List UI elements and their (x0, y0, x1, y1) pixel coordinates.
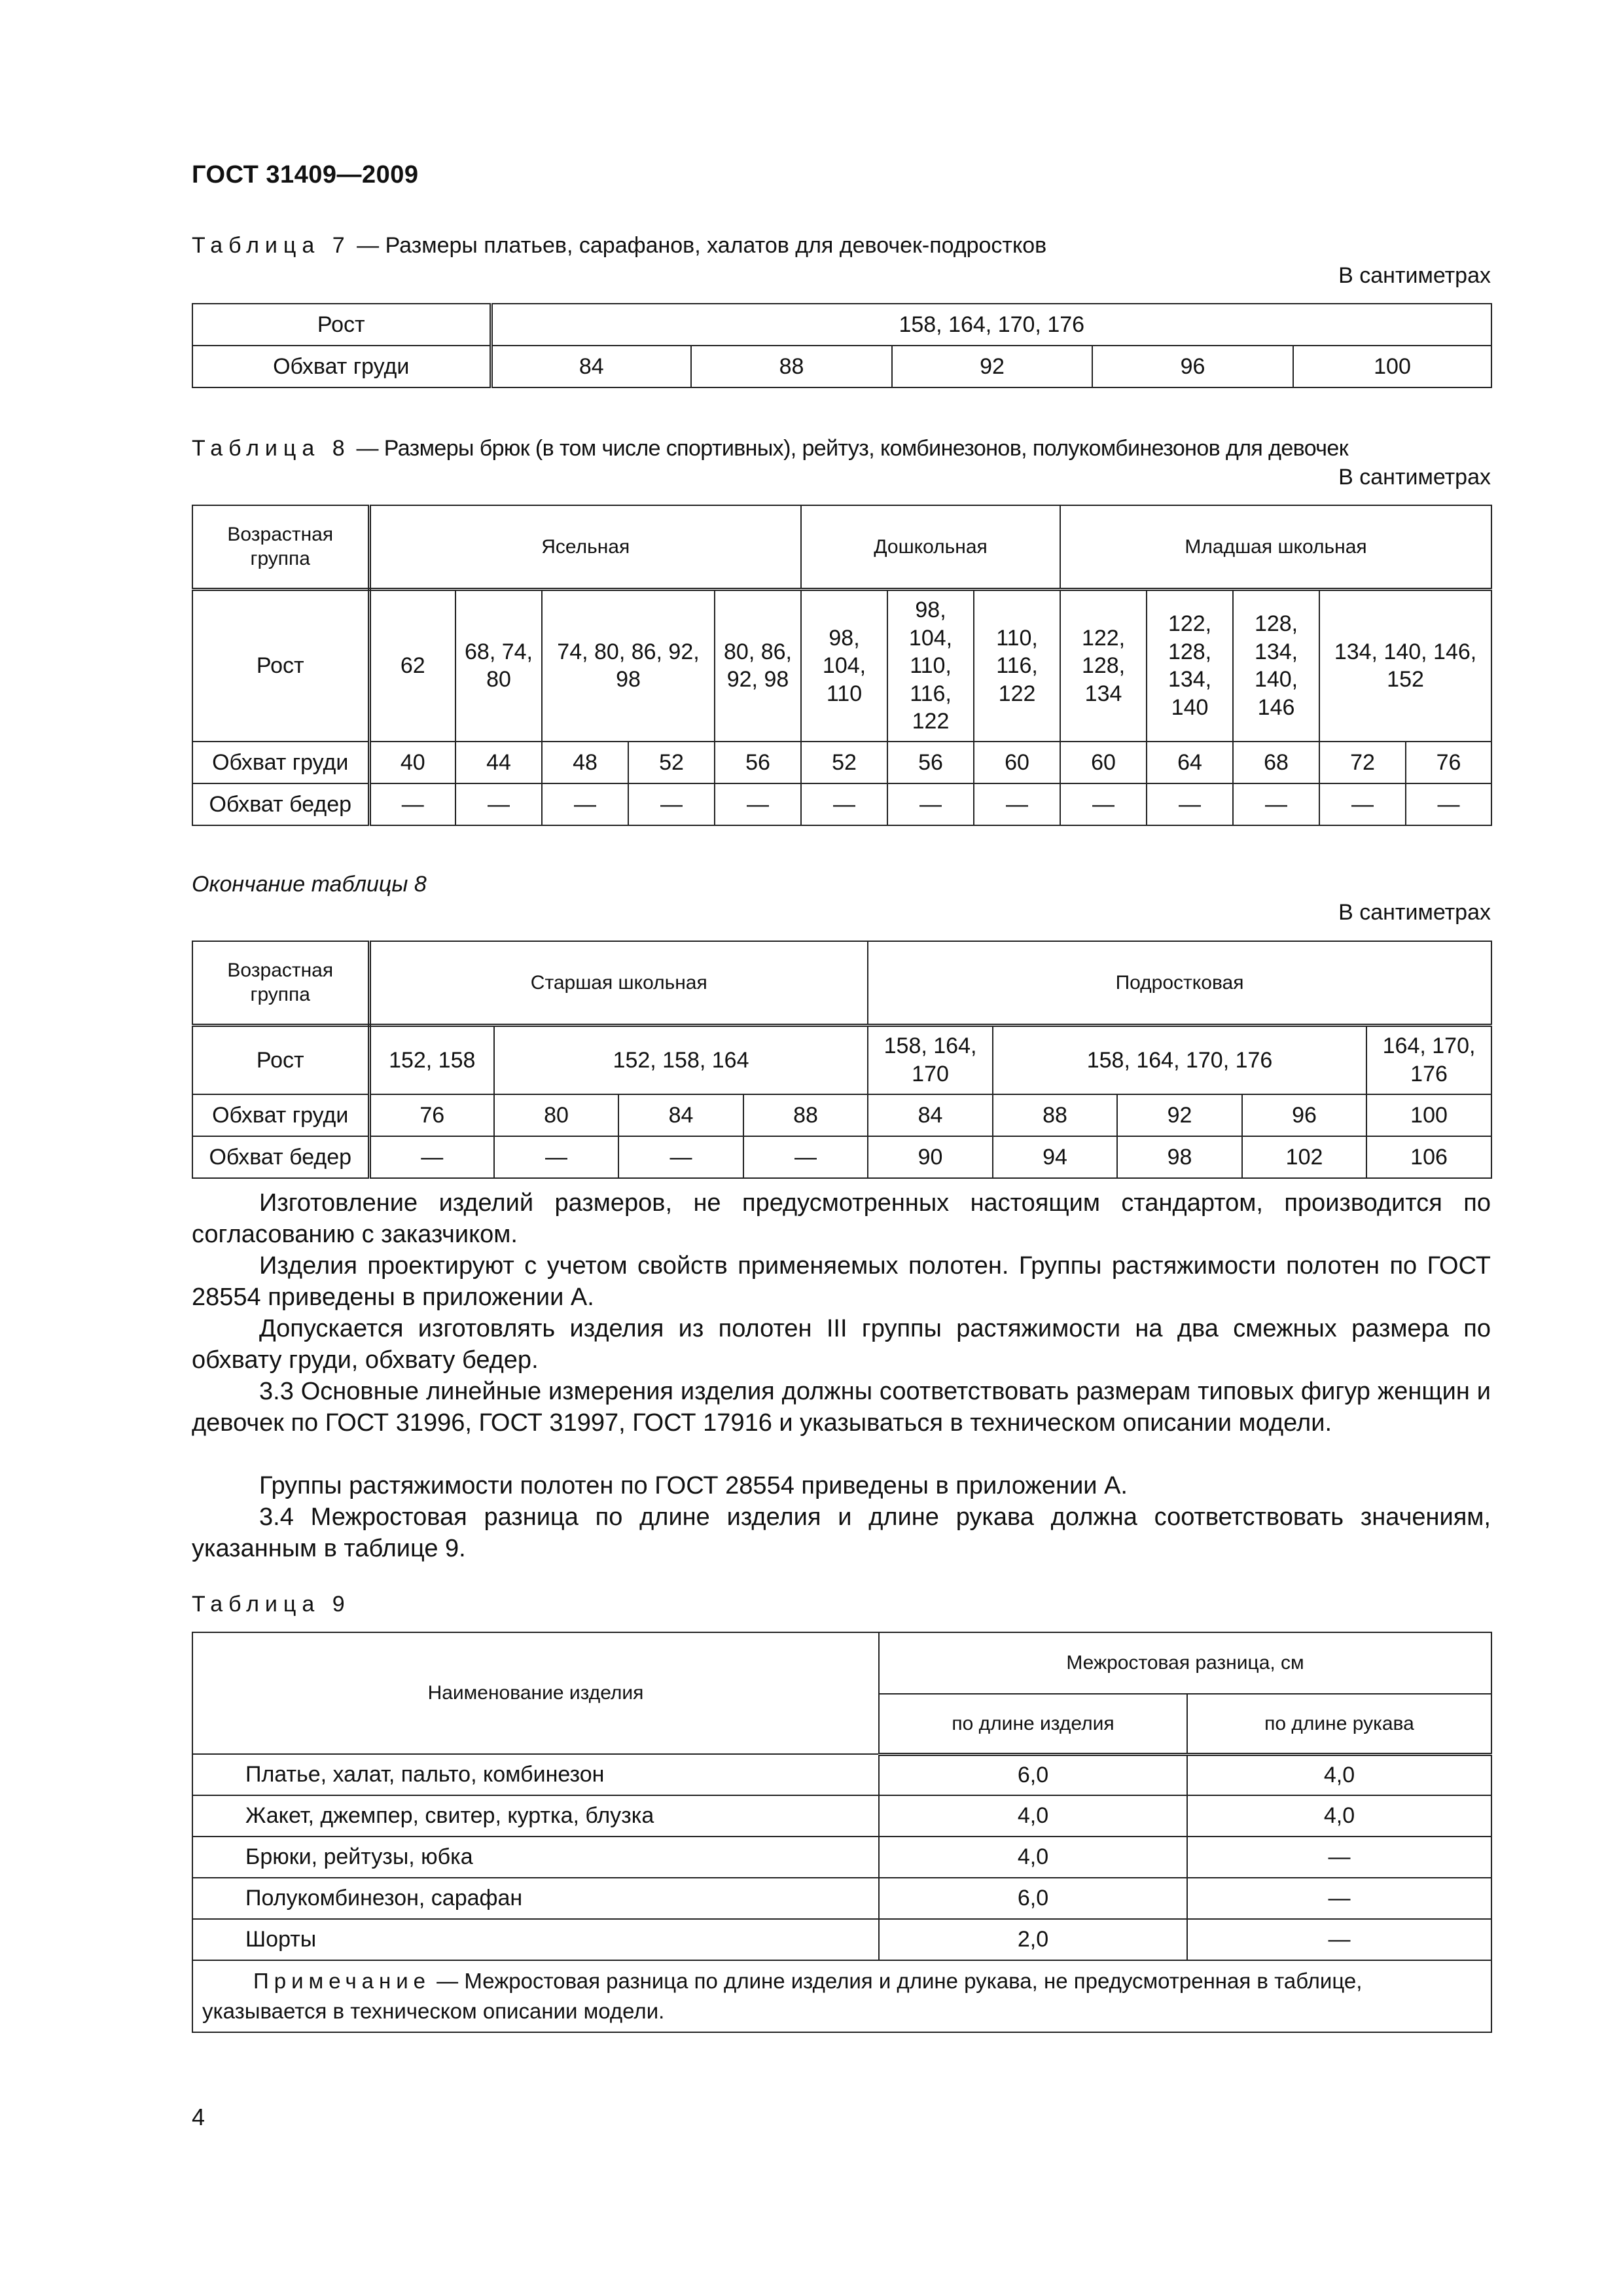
table8-end-hips-cell: 106 (1366, 1136, 1491, 1178)
table7-height-value: 158, 164, 170, 176 (491, 304, 1491, 346)
table7-caption-prefix: Таблица 7 (192, 233, 351, 258)
table8-end-caption: Окончание таблицы 8 (192, 872, 427, 897)
table8-hips-cell: — (1406, 783, 1491, 825)
table9-col-name: Наименование изделия (192, 1632, 879, 1754)
page-number: 4 (192, 2104, 205, 2130)
table8-end-units: В сантиметрах (1338, 900, 1491, 925)
table8-chest-cell: 56 (887, 742, 974, 783)
table8-hips-cell: — (1233, 783, 1319, 825)
table9-row-sleeve: — (1187, 1878, 1491, 1919)
table8-age-group-label: Возрастная группа (192, 505, 369, 589)
table9-row-name: Платье, халат, пальто, комбинезон (192, 1754, 879, 1795)
table9-col-group: Межростовая разница, см (879, 1632, 1491, 1694)
table8-chest-label: Обхват груди (192, 742, 369, 783)
table8-caption (192, 436, 1348, 461)
table8-chest-cell: 76 (1406, 742, 1491, 783)
table8-end-chest-cell: 88 (993, 1094, 1117, 1136)
table9-row-name: Жакет, джемпер, свитер, куртка, блузка (192, 1795, 879, 1837)
table8-hips-cell: — (369, 783, 455, 825)
table8-chest-cell: 64 (1147, 742, 1233, 783)
table8-end-height-cell: 152, 158 (369, 1025, 494, 1094)
body-paragraph-3-4: 3.4 Межростовая разница по длине изделия и длине рукава должна соответствовать значениям, указанным в таблице 9. (192, 1503, 1491, 1562)
table9-row-length: 4,0 (879, 1795, 1187, 1837)
table8-height-cell: 134, 140, 146, 152 (1319, 589, 1491, 742)
table8-end-hips-cell: 102 (1242, 1136, 1366, 1178)
table8-end-chest-cell: 84 (618, 1094, 743, 1136)
table8-end-height-cell: 158, 164, 170, 176 (993, 1025, 1366, 1094)
table8-end (192, 941, 1492, 1179)
table8-chest-cell: 52 (628, 742, 715, 783)
table8-units: В сантиметрах (1338, 465, 1491, 490)
table7-units: В сантиметрах (1338, 263, 1491, 288)
table8-hips-cell: — (542, 783, 628, 825)
body-paragraph: Изготовление изделий размеров, не предусмотренных настоящим стандартом, производится по согласованию с заказчиком. (192, 1189, 1491, 1248)
table8-hips-cell: — (628, 783, 715, 825)
table8-end-height-cell: 164, 170, 176 (1366, 1025, 1491, 1094)
table8-end-chest-cell: 76 (369, 1094, 494, 1136)
table8-end-height-label: Рост (192, 1025, 369, 1094)
table7-chest-cell: 96 (1092, 346, 1293, 387)
table8-chest-cell: 56 (715, 742, 801, 783)
table9-caption: Таблица 9 (192, 1592, 351, 1617)
document-header: ГОСТ 31409—2009 (192, 161, 419, 188)
table8-chest-cell: 60 (974, 742, 1060, 783)
table9-row-sleeve: — (1187, 1919, 1491, 1960)
table8-end-group-teen: Подростковая (868, 941, 1491, 1025)
table9-row-length: 6,0 (879, 1754, 1187, 1795)
table8-end-age-group-label: Возрастная группа (192, 941, 369, 1025)
table8-height-cell: 74, 80, 86, 92, 98 (542, 589, 715, 742)
table8-chest-cell: 52 (801, 742, 887, 783)
table8-end-hips-cell: — (743, 1136, 868, 1178)
table8-chest-cell: 68 (1233, 742, 1319, 783)
table8-hips-cell: — (887, 783, 974, 825)
table8-chest-cell: 40 (369, 742, 455, 783)
table8-chest-cell: 48 (542, 742, 628, 783)
body-paragraph: Допускается изготовлять изделия из полотен III группы растяжимости на два смежных размера по обхвату груди, обхвату бедер. (192, 1315, 1491, 1374)
table9-row-sleeve: — (1187, 1837, 1491, 1878)
table8-end-chest-label: Обхват груди (192, 1094, 369, 1136)
table8-end-hips-cell: — (369, 1136, 494, 1178)
body-paragraph-3-3: 3.3 Основные линейные измерения изделия должны соответствовать размерам типовых фигур женщин и девочек по ГОСТ 31996, ГОСТ 31997, ГОСТ 17916 и указываться в техническом описании модели. (192, 1378, 1491, 1437)
table8-end-height-cell: 158, 164, 170 (868, 1025, 993, 1094)
table8-end-hips-cell: 90 (868, 1136, 993, 1178)
table8-end-chest-cell: 84 (868, 1094, 993, 1136)
table8-end-hips-cell: 94 (993, 1136, 1117, 1178)
table9 (192, 1632, 1492, 2033)
table8-height-cell: 128, 134, 140, 146 (1233, 589, 1319, 742)
table9-col-length: по длине изделия (879, 1694, 1187, 1754)
table8-chest-cell: 60 (1060, 742, 1147, 783)
table8-hips-cell: — (1060, 783, 1147, 825)
table7-chest-label: Обхват груди (192, 346, 491, 387)
table9-row-name: Шорты (192, 1919, 879, 1960)
table8-height-cell: 62 (369, 589, 455, 742)
table8-group-preschool: Дошкольная (801, 505, 1060, 589)
table9-row-name: Полукомбинезон, сарафан (192, 1878, 879, 1919)
table9-row-name: Брюки, рейтузы, юбка (192, 1837, 879, 1878)
table8-end-chest-cell: 96 (1242, 1094, 1366, 1136)
table8-chest-cell: 44 (455, 742, 542, 783)
table7-height-label: Рост (192, 304, 491, 346)
table8-height-cell: 98, 104, 110 (801, 589, 887, 742)
table8-hips-label: Обхват бедер (192, 783, 369, 825)
table8-end-hips-cell: — (618, 1136, 743, 1178)
table9-row-length: 6,0 (879, 1878, 1187, 1919)
table9-row-length: 2,0 (879, 1919, 1187, 1960)
table8-end-chest-cell: 92 (1117, 1094, 1242, 1136)
table8-hips-cell: — (801, 783, 887, 825)
table7-chest-cell: 88 (691, 346, 892, 387)
table8-end-hips-cell: — (494, 1136, 618, 1178)
table8-height-cell: 68, 74, 80 (455, 589, 542, 742)
table8-hips-cell: — (1319, 783, 1406, 825)
table9-row-length: 4,0 (879, 1837, 1187, 1878)
table8-end-hips-label: Обхват бедер (192, 1136, 369, 1178)
table8-end-chest-cell: 100 (1366, 1094, 1491, 1136)
table8-height-label: Рост (192, 589, 369, 742)
table8-caption-text: — Размеры брюк (в том числе спортивных), рейтуз, комбинезонов, полукомбинезонов для девочек (350, 436, 1348, 461)
table8-height-cell: 122, 128, 134 (1060, 589, 1147, 742)
table9-note: Примечание — Межростовая разница по длине изделия и длине рукава, не предусмотренная в таблице, указывается в техническом описании модели. (192, 1960, 1491, 2032)
table9-col-sleeve: по длине рукава (1187, 1694, 1491, 1754)
table8-end-chest-cell: 88 (743, 1094, 868, 1136)
table8-end-height-cell: 152, 158, 164 (494, 1025, 868, 1094)
table8-hips-cell: — (974, 783, 1060, 825)
table8-height-cell: 110, 116, 122 (974, 589, 1060, 742)
body-paragraph: Изделия проектируют с учетом свойств применяемых полотен. Группы растяжимости полотен по ГОСТ 28554 приведены в приложении А. (192, 1252, 1491, 1311)
table8-height-cell: 80, 86, 92, 98 (715, 589, 801, 742)
table9-row-sleeve: 4,0 (1187, 1754, 1491, 1795)
table7-chest-cell: 92 (892, 346, 1092, 387)
table8-caption-prefix: Таблица 8 (192, 436, 351, 461)
table8 (192, 505, 1492, 826)
table8-end-hips-cell: 98 (1117, 1136, 1242, 1178)
table7-chest-cell: 84 (491, 346, 691, 387)
table7-caption (192, 233, 1046, 259)
table7-chest-cell: 100 (1293, 346, 1491, 387)
table8-hips-cell: — (715, 783, 801, 825)
table8-end-chest-cell: 80 (494, 1094, 618, 1136)
table8-hips-cell: — (455, 783, 542, 825)
table8-group-nursery: Ясельная (369, 505, 801, 589)
table8-end-group-senior-school: Старшая школьная (369, 941, 868, 1025)
table8-height-cell: 122, 128, 134, 140 (1147, 589, 1233, 742)
table7-caption-text: — Размеры платьев, сарафанов, халатов для девочек-подростков (350, 233, 1047, 258)
table9-row-sleeve: 4,0 (1187, 1795, 1491, 1837)
table8-chest-cell: 72 (1319, 742, 1406, 783)
table8-height-cell: 98, 104, 110, 116, 122 (887, 589, 974, 742)
table8-hips-cell: — (1147, 783, 1233, 825)
table8-group-junior-school: Младшая школьная (1060, 505, 1491, 589)
body-paragraph: Группы растяжимости полотен по ГОСТ 28554 приведены в приложении А. (259, 1472, 1128, 1499)
table7 (192, 303, 1492, 388)
